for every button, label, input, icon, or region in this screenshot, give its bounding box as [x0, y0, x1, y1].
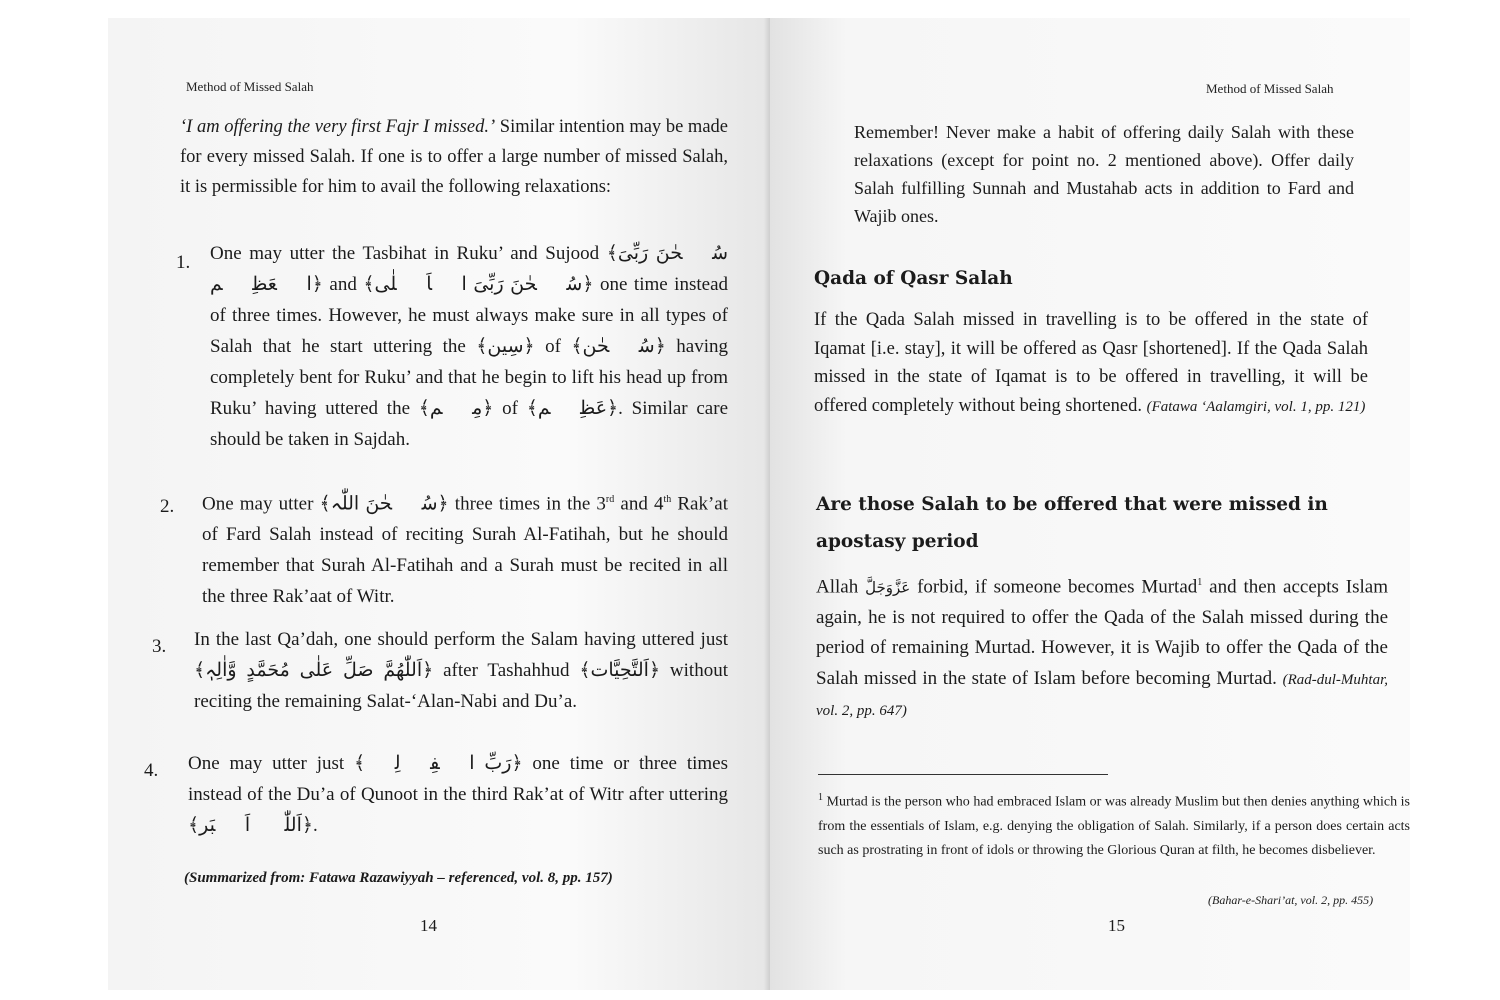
- left-citation: (Summarized from: Fatawa Razawiyyah – referenced, vol. 8, pp. 157): [184, 870, 613, 886]
- intro-italic: ‘I am offering the very first Fajr I missed.’: [180, 117, 496, 137]
- footnote-rule: [818, 774, 1108, 775]
- footnote-mark: 1: [818, 792, 823, 803]
- apostasy-citation: (Rad-dul-Muhtar, vol. 2, pp. 647): [816, 671, 1389, 720]
- footnote-ref: 1: [1197, 577, 1203, 588]
- right-running-head: Method of Missed Salah: [1206, 81, 1334, 96]
- left-running-head: Method of Missed Salah: [186, 79, 314, 94]
- item-2-text: [202, 484, 728, 612]
- item-4-number: 4.: [144, 760, 159, 781]
- item-2-text-mid: and 4: [614, 493, 664, 515]
- qasr-text: If the Qada Salah missed in travelling is to be offered in the state of Iqamat [i.e. stay], it will be offered as Qasr [shortened]. If the Qada Salah missed in the state of Iqamat is to be offered in travelling, it will be offered completely without being shortened.: [814, 310, 1368, 416]
- item-2-sup-th: th: [663, 494, 672, 505]
- item-2-text-before: One may utter ﴾سُبۡحٰنَ اللّٰہ﴿ three times in the 3: [202, 493, 606, 515]
- intro-paragraph: [180, 112, 728, 202]
- item-1-number: 1.: [176, 252, 191, 273]
- item-3-number: 3.: [152, 636, 167, 657]
- footnote: [818, 786, 1410, 863]
- apostasy-text-b: and then accepts Islam again, he is not required to offer the Qada of the Salah missed during the period of remaining Murtad. However, it is Wajib to offer the Qada of the Salah missed in the state of Islam before becoming Murtad.: [816, 576, 1389, 689]
- item-3-text: In the last Qa’dah, one should perform the Salam having uttered just ﴾اَللّٰھُمَّ صَلِّ عَلٰی مُحَمَّدٍ وَّاٰلِہٖ﴿ after Tashahhud ﴾اَلتَّحِیَّات﴿ without reciting the remaining Salat-‘Alan-Nabi and Du’a.: [194, 629, 728, 712]
- right-page-number: 15: [1108, 916, 1125, 935]
- apostasy-paragraph: [816, 568, 1388, 727]
- item-1: [210, 238, 728, 455]
- item-4: [188, 748, 728, 841]
- qasr-heading: Qada of Qasr Salah: [814, 268, 1013, 289]
- qasr-paragraph: [814, 306, 1368, 421]
- apostasy-heading-line2: apostasy period: [816, 531, 979, 552]
- remember-paragraph: Remember! Never make a habit of offering daily Salah with these relaxations (except for point no. 2 mentioned above). Offer daily Salah fulfilling Sunnah and Mustahab acts in addition to Fard and Wajib ones.: [854, 122, 1354, 226]
- qasr-citation: (Fatawa ‘Aalamgiri, vol. 1, pp. 121): [1146, 398, 1366, 415]
- footnote-text: Murtad is the person who had embraced Islam or was already Muslim but then denies anything which is from the essentials of Islam, e.g. denying the obligation of Salah. Similarly, if a person does certain acts such as prostrating in front of idols or throwing the Glorious Quran at filth, he becomes disbeliever.: [818, 794, 1410, 858]
- footnote-citation: (Bahar-e-Shari’at, vol. 2, pp. 455): [1208, 893, 1374, 907]
- apostasy-heading-line1: Are those Salah to be offered that were missed in: [816, 494, 1328, 515]
- item-3: [194, 624, 728, 717]
- item-2-text-after: Rak’at of Fard Salah instead of reciting Surah Al-Fatihah, but he should remember that Surah Al-Fatihah and a Surah must be recited in all the three Rak’aat of Witr.: [202, 493, 729, 608]
- item-4-text: One may utter just ﴾رَبِّ اغۡفِرۡلِیۡ﴿ one time or three times instead of the Du’a of Qunoot in the third Rak’at of Witr after uttering ﴾اَللّٰہُ اَکۡبَر﴿.: [188, 753, 728, 836]
- item-1-text: One may utter the Tasbihat in Ruku’ and Sujood ﴾سُبۡحٰنَ رَبِّیَ الۡعَظِیۡم﴿ and ﴾سُبۡحٰنَ رَبِّیَ الۡاَعۡلٰی﴿ one time instead of three times. However, he must always make sure in all types of Salah that he start uttering the ﴾سِین﴿ of ﴾سُبۡحٰن﴿ having completely bent for Ruku’ and that he begin to lift his head up from Ruku’ having uttered the ﴾مِیۡم﴿ of ﴾عَظِیۡم﴿. Similar care should be taken in Sajdah.: [210, 243, 729, 450]
- item-2-number: 2.: [160, 496, 175, 517]
- apostasy-honorific: عَزَّوَجَلَّ: [865, 578, 911, 597]
- apostasy-text-a: forbid, if someone becomes Murtad: [910, 576, 1198, 598]
- item-2: [202, 484, 728, 612]
- intro-text: Similar intention may be made for every missed Salah. If one is to offer a large number of missed Salah, it is permissible for him to avail the following relaxations:: [180, 117, 728, 197]
- item-2-sup-rd: rd: [605, 494, 615, 505]
- apostasy-allah: Allah: [816, 576, 859, 598]
- left-page-number: 14: [420, 916, 437, 935]
